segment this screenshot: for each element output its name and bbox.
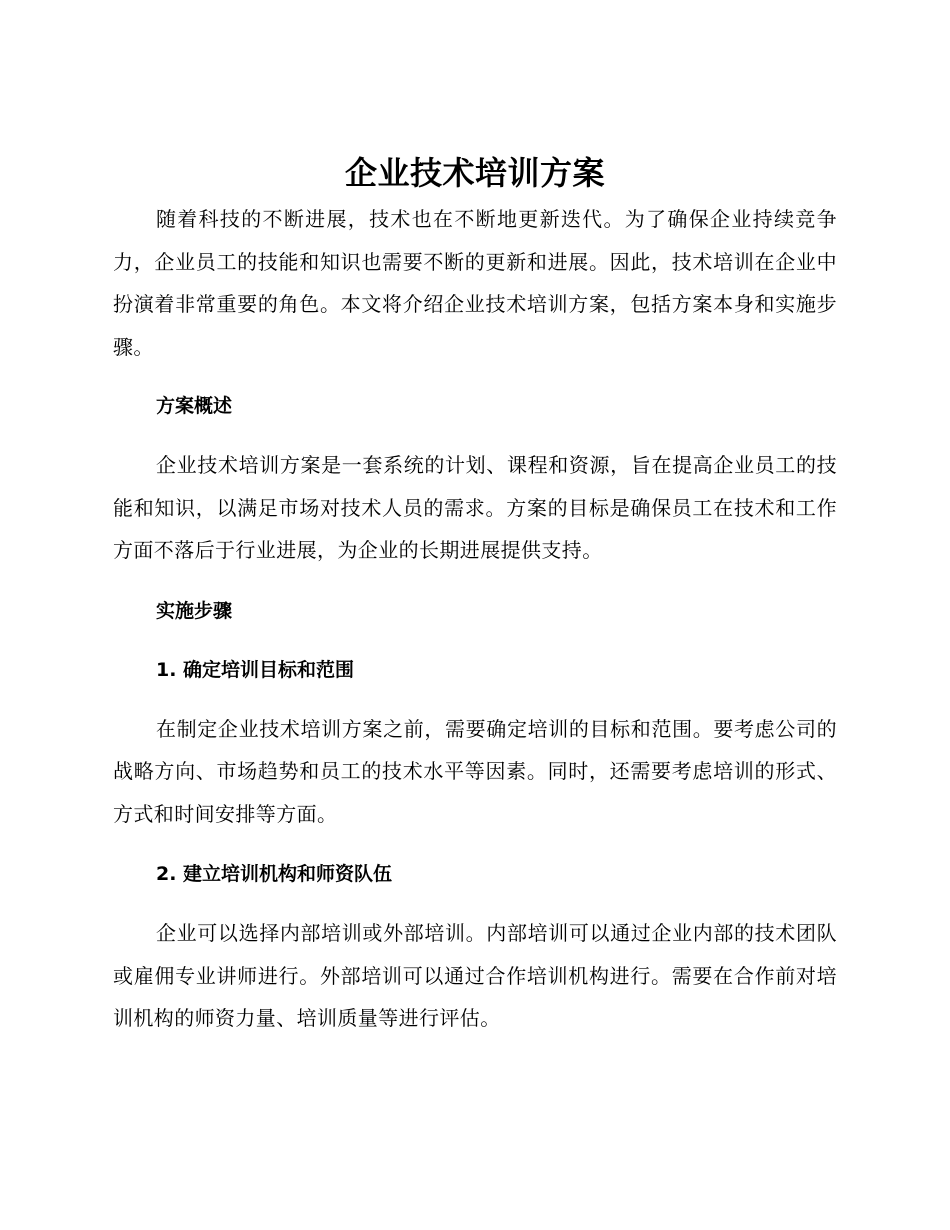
spacer xyxy=(113,691,837,708)
intro-paragraph: 随着科技的不断进展，技术也在不断地更新迭代。为了确保企业持续竞争力，企业员工的技能和知识也需要不断的更新和进展。因此，技术培训在企业中扮演着非常重要的角色。本文将介绍企业技术培训方案，包括方案本身和实施步骤。 xyxy=(113,207,837,359)
overview-heading: 方案概述 xyxy=(156,395,233,417)
step-1-heading: 1. 确定培训目标和范围 xyxy=(156,658,355,681)
step-2-heading: 2. 建立培训机构和师资队伍 xyxy=(156,863,393,885)
step-1-paragraph: 在制定企业技术培训方案之前，需要确定培训的目标和范围。要考虑公司的战略方向、市场趋势和员工的技术水平等因素。同时，还需要考虑培训的形式、方式和时间安排等方面。 xyxy=(113,716,837,826)
document-title: 企业技术培训方案 xyxy=(344,154,605,192)
document-page xyxy=(113,148,837,1040)
spacer xyxy=(113,427,837,444)
spacer xyxy=(113,368,837,385)
overview-paragraph: 企业技术培训方案是一套系统的计划、课程和资源，旨在提高企业员工的技能和知识，以满足市场对技术人员的需求。方案的目标是确保员工在技术和工作方面不落后于行业进展，为企业的长期进展提供支持。 xyxy=(113,453,837,562)
spacer xyxy=(113,572,837,590)
spacer xyxy=(113,895,837,912)
steps-heading: 实施步骤 xyxy=(156,599,233,622)
spacer xyxy=(113,835,837,853)
spacer xyxy=(113,632,837,649)
step-2-paragraph: 企业可以选择内部培训或外部培训。内部培训可以通过企业内部的技术团队或雇佣专业讲师进行。外部培训可以通过合作培训机构进行。需要在合作前对培训机构的师资力量、培训质量等进行评估。 xyxy=(113,921,837,1030)
